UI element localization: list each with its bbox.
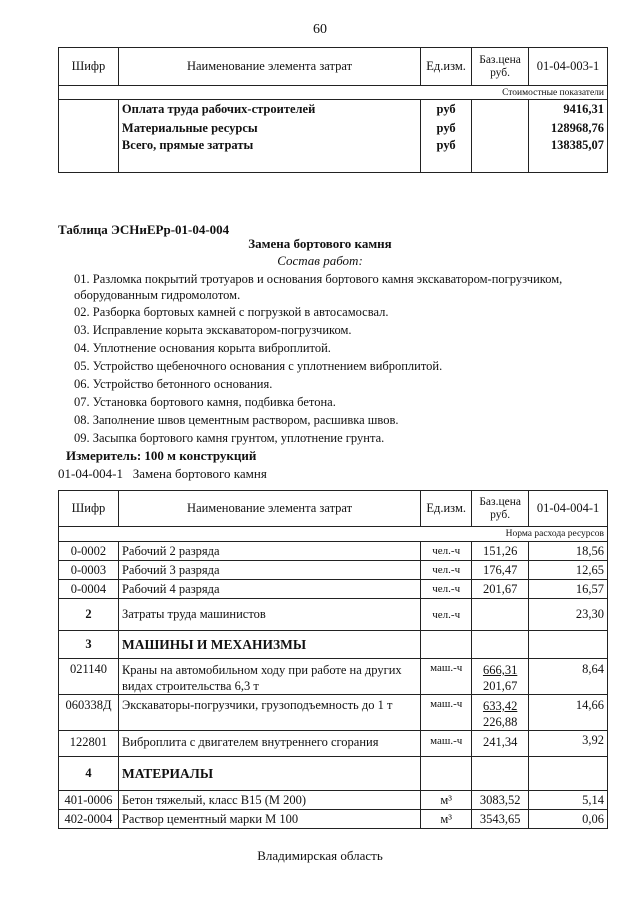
section-code: 3 [59,631,119,659]
row-name: Рабочий 2 разряда [118,542,420,561]
header-base-price: Баз.цена руб. [472,48,529,86]
row-value: 16,57 [529,580,608,599]
work-item: 02. Разборка бортовых камней с погрузкой в автосамосвал. [74,305,389,319]
work-item: 08. Заполнение швов цементным раствором, расшивка швов. [74,413,399,427]
subheader: Норма расхода ресурсов [59,527,608,542]
row-code: 401-0006 [59,791,119,810]
row-unit: руб [421,138,472,173]
row-unit: руб [421,100,472,119]
row-unit: чел.-ч [421,580,472,599]
row-code: 0-0002 [59,542,119,561]
row-value: 9416,31 [529,100,608,119]
row-value: 5,14 [529,791,608,810]
header-rate-code: 01-04-004-1 [529,491,608,527]
row-name: Рабочий 3 разряда [118,561,420,580]
row-value: 3,92 [529,731,608,757]
section-title: Замена бортового камня [248,236,392,251]
work-item: 03. Исправление корыта экскаватором-погрузчиком. [74,323,352,337]
header-name: Наименование элемента затрат [118,491,420,527]
row-price: 151,26 [472,542,529,561]
subheader: Стоимостные показатели [59,86,608,100]
row-code: 0-0003 [59,561,119,580]
row-code: 2 [59,599,119,631]
row-value: 18,56 [529,542,608,561]
row-price: 241,34 [472,731,529,757]
resource-table-01-04-004-1 [58,490,608,829]
header-unit: Ед.изм. [421,48,472,86]
row-name: Экскаваторы-погрузчики, грузоподъемность до 1 т [118,695,420,731]
header-code: Шифр [59,491,119,527]
footer-region: Владимирская область [257,848,383,863]
row-value: 138385,07 [529,138,608,173]
row-unit: м³ [421,791,472,810]
row-code: 0-0004 [59,580,119,599]
row-value: 23,30 [529,599,608,631]
row-value: 128968,76 [529,119,608,138]
row-value: 14,66 [529,695,608,731]
row-value: 12,65 [529,561,608,580]
row-name: Всего, прямые затраты [118,138,420,173]
row-name: Раствор цементный марки М 100 [118,810,420,829]
section-code: 4 [59,757,119,791]
row-name: Материальные ресурсы [118,119,420,138]
row-unit: чел.-ч [421,542,472,561]
row-unit: руб [421,119,472,138]
cost-table-01-04-003-1 [58,47,608,173]
row-value: 0,06 [529,810,608,829]
row-name: Бетон тяжелый, класс B15 (М 200) [118,791,420,810]
work-item: 04. Уплотнение основания корыта виброплитой. [74,341,331,355]
row-price: 176,47 [472,561,529,580]
table-title: Таблица ЭСНиЕРр-01-04-004 [58,222,230,237]
row-unit: чел.-ч [421,599,472,631]
row-code: 060338Д [59,695,119,731]
row-code: 122801 [59,731,119,757]
row-code: 021140 [59,659,119,695]
header-name: Наименование элемента затрат [118,48,420,86]
row-price: 666,31 [482,663,518,677]
section-name: МАШИНЫ И МЕХАНИЗМЫ [118,631,420,659]
work-item: 01. Разломка покрытий тротуаров и основания бортового камня экскаватором-погрузчиком, оборудованным гидромолотом. [74,272,563,302]
row-price: 3543,65 [472,810,529,829]
item-code-title: 01-04-004-1 Замена бортового камня [58,466,267,481]
row-unit: маш.-ч [421,659,472,695]
header-rate-code: 01-04-003-1 [529,48,608,86]
row-name: Затраты труда машинистов [118,599,420,631]
row-name: Краны на автомобильном ходу при работе на других видах строительства 6,3 т [118,659,420,695]
row-price-2: 226,88 [482,715,518,729]
row-name: Виброплита с двигателем внутреннего сгорания [118,731,420,757]
row-name: Оплата труда рабочих-строителей [118,100,420,119]
row-value: 8,64 [529,659,608,695]
row-price-2: 201,67 [482,679,518,693]
row-unit: маш.-ч [421,731,472,757]
row-name: Рабочий 4 разряда [118,580,420,599]
row-price: 633,42 [482,699,518,713]
work-item: 06. Устройство бетонного основания. [74,377,273,391]
page-number: 60 [313,22,327,37]
work-item: 09. Засыпка бортового камня грунтом, уплотнение грунта. [74,431,385,445]
row-unit: маш.-ч [421,695,472,731]
row-code: 402-0004 [59,810,119,829]
row-price: 3083,52 [472,791,529,810]
meter: Измеритель: 100 м конструкций [66,448,257,463]
row-unit: м³ [421,810,472,829]
row-unit: чел.-ч [421,561,472,580]
work-item: 07. Установка бортового камня, подбивка бетона. [74,395,336,409]
header-unit: Ед.изм. [421,491,472,527]
section-name: МАТЕРИАЛЫ [118,757,420,791]
row-price: 201,67 [472,580,529,599]
work-item: 05. Устройство щебеночного основания с уплотнением виброплитой. [74,359,443,373]
header-code: Шифр [59,48,119,86]
header-base-price: Баз.цена руб. [472,491,529,527]
section-subtitle: Состав работ: [277,253,363,268]
